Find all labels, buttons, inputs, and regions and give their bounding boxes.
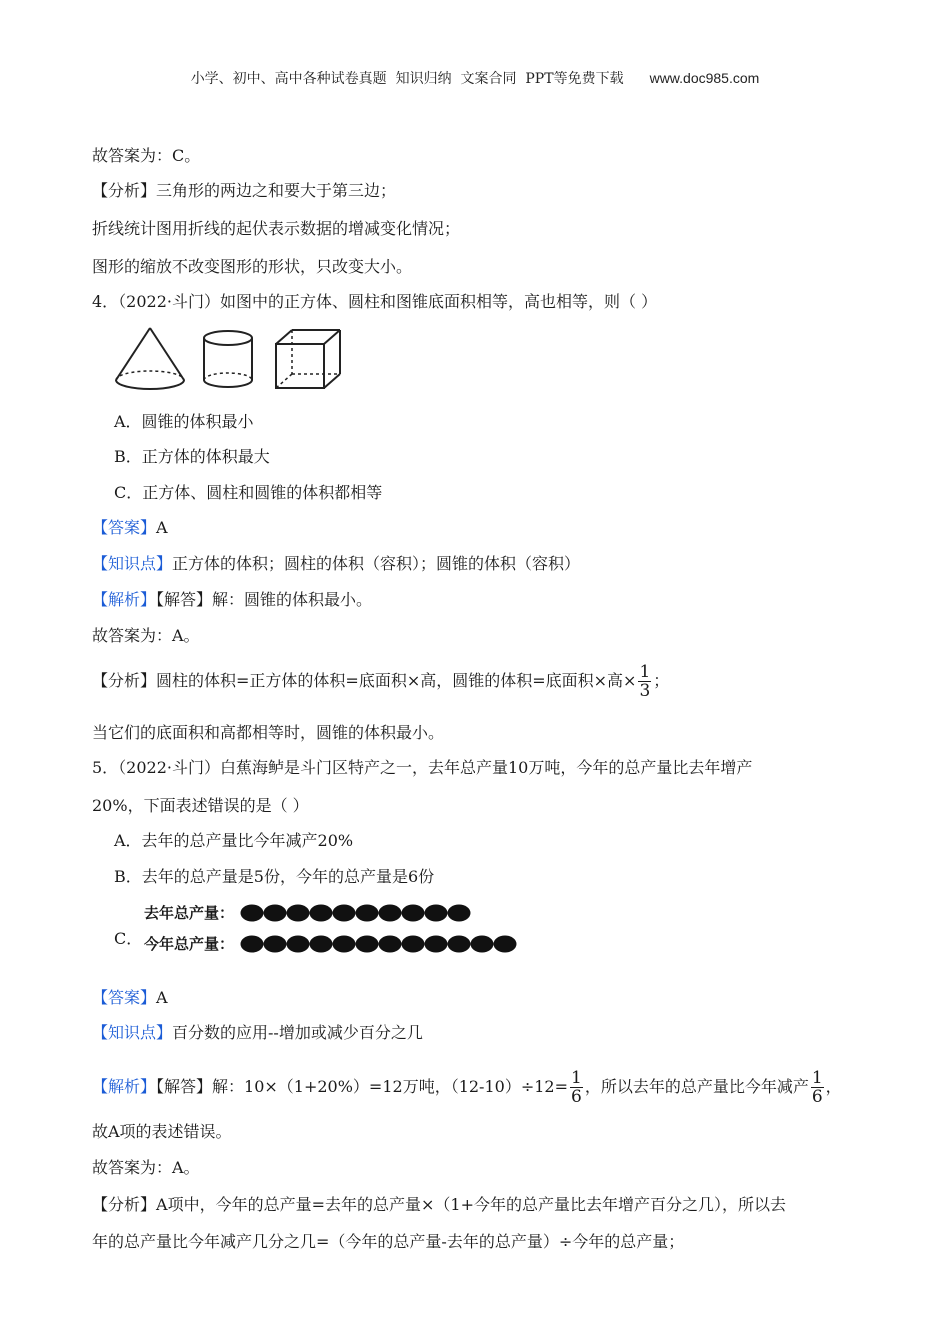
q5-option-c: C． <box>114 929 143 948</box>
dot <box>379 936 402 953</box>
cone-shape <box>116 328 184 389</box>
dot <box>264 936 287 953</box>
dot <box>287 936 310 953</box>
dot <box>448 936 471 953</box>
solution-tag: 【解析】 <box>92 1077 157 1096</box>
dot <box>448 905 471 922</box>
cube-shape <box>276 330 340 388</box>
dot <box>356 905 379 922</box>
dot <box>402 905 425 922</box>
q5-analysis-line-2: 年的总产量比今年减产几分之几=（今年的总产量-去年的总产量）÷今年的总产量； <box>92 1232 685 1251</box>
dot <box>333 905 356 922</box>
q5-stem: 5．（2022·斗门）白蕉海鲈是斗门区特产之一，去年总产量10万吨，今年的总产量比去年增产 <box>92 758 753 777</box>
header-url[interactable]: www.doc985.com <box>649 70 760 86</box>
dots-this-year <box>240 933 540 955</box>
solution-text-2: ，所以去年的总产量比今年减产 <box>584 1077 809 1096</box>
dots-last-year <box>240 902 540 924</box>
q5-answer <box>92 987 168 1009</box>
prev-analysis-line-3: 图形的缩放不改变图形的形状，只改变大小。 <box>92 257 413 276</box>
prev-analysis-line <box>92 180 396 202</box>
dot <box>310 936 333 953</box>
q5-solution <box>92 1069 842 1106</box>
knowledge-tag: 【知识点】 <box>92 554 173 573</box>
knowledge-text: 百分数的应用--增加或减少百分之几 <box>172 1023 423 1042</box>
prev-analysis-line-2: 折线统计图用折线的起伏表示数据的增减变化情况； <box>92 219 461 238</box>
fraction-denominator: 6 <box>571 1087 582 1107</box>
q4-solution <box>92 589 372 611</box>
solution-tag: 【解析】 <box>92 590 157 609</box>
dot <box>425 905 448 922</box>
answer-value: A <box>156 988 168 1007</box>
analysis-text: 三角形的两边之和要大于第三边； <box>156 181 397 200</box>
q5-knowledge-point <box>92 1022 423 1044</box>
q5-option-a: A．去年的总产量比今年减产20% <box>114 831 354 850</box>
label-this-year-output: 今年总产量： <box>144 935 235 953</box>
q5-final-answer: 故答案为：A。 <box>92 1158 200 1177</box>
label-last-year-output: 去年总产量： <box>144 904 235 922</box>
knowledge-tag: 【知识点】 <box>92 1023 173 1042</box>
q4-figure <box>110 322 360 397</box>
dot <box>471 936 494 953</box>
fraction-one-sixth-2 <box>811 1069 824 1106</box>
solution-text: 【解答】解：圆锥的体积最小。 <box>156 590 373 609</box>
analysis-text: A项中，今年的总产量=去年的总产量×（1+今年的总产量比去年增产百分之几），所以去 <box>156 1195 786 1214</box>
dot <box>310 905 333 922</box>
q5-analysis <box>92 1194 786 1216</box>
solution-end: ， <box>825 1077 842 1096</box>
q4-final-answer: 故答案为：A。 <box>92 626 200 645</box>
fraction-one-third <box>638 663 651 700</box>
q5-stem-line-2: 20%，下面表述错误的是（ ） <box>92 796 309 815</box>
dot <box>356 936 379 953</box>
q4-stem: 4．（2022·斗门）如图中的正方体、圆柱和图锥底面积相等，高也相等，则（ ） <box>92 292 658 311</box>
analysis-text: 圆柱的体积=正方体的体积=底面积×高，圆锥的体积=底面积×高× <box>156 671 637 690</box>
q4-analysis-line-2: 当它们的底面积和高都相等时，圆锥的体积最小。 <box>92 723 445 742</box>
dot <box>241 936 264 953</box>
q4-answer <box>92 517 168 539</box>
solution-text: 【解答】解：10×（1+20%）=12万吨，（12-10）÷12= <box>156 1077 568 1096</box>
dot <box>287 905 310 922</box>
fraction-numerator: 1 <box>811 1068 823 1088</box>
fraction-numerator: 1 <box>571 1068 582 1088</box>
dot <box>241 905 264 922</box>
fraction-denominator: 6 <box>811 1087 823 1107</box>
q5-option-b: B．去年的总产量是5份，今年的总产量是6份 <box>114 867 435 886</box>
answer-tag: 【答案】 <box>92 988 157 1007</box>
dot <box>264 905 287 922</box>
fraction-one-sixth <box>570 1069 583 1106</box>
analysis-tag: 【分析】 <box>92 1195 157 1214</box>
fraction-denominator: 3 <box>639 681 651 701</box>
q4-knowledge-point <box>92 553 580 575</box>
knowledge-text: 正方体的体积；圆柱的体积（容积）；圆锥的体积（容积） <box>172 554 581 573</box>
analysis-tag: 【分析】 <box>92 671 157 690</box>
answer-value: A <box>156 518 168 537</box>
analysis-tag: 【分析】 <box>92 181 157 200</box>
q4-option-a: A．圆锥的体积最小 <box>114 412 254 431</box>
dot <box>333 936 356 953</box>
answer-tag: 【答案】 <box>92 518 157 537</box>
header-text: 小学、初中、高中各种试卷真题 知识归纳 文案合同 PPT等免费下载 <box>190 71 624 87</box>
prev-answer-line: 故答案为：C。 <box>92 146 201 165</box>
analysis-end: ； <box>653 671 670 690</box>
dot <box>379 905 402 922</box>
q5-solution-line-2: 故A项的表述错误。 <box>92 1122 232 1141</box>
page-header <box>0 68 950 88</box>
q4-option-b: B．正方体的体积最大 <box>114 447 270 466</box>
dot <box>402 936 425 953</box>
dot <box>494 936 517 953</box>
fraction-numerator: 1 <box>639 662 651 682</box>
cylinder-shape <box>204 331 252 387</box>
dot <box>425 936 448 953</box>
q4-analysis <box>92 663 669 700</box>
q4-option-c: C．正方体、圆柱和圆锥的体积都相等 <box>114 483 383 502</box>
